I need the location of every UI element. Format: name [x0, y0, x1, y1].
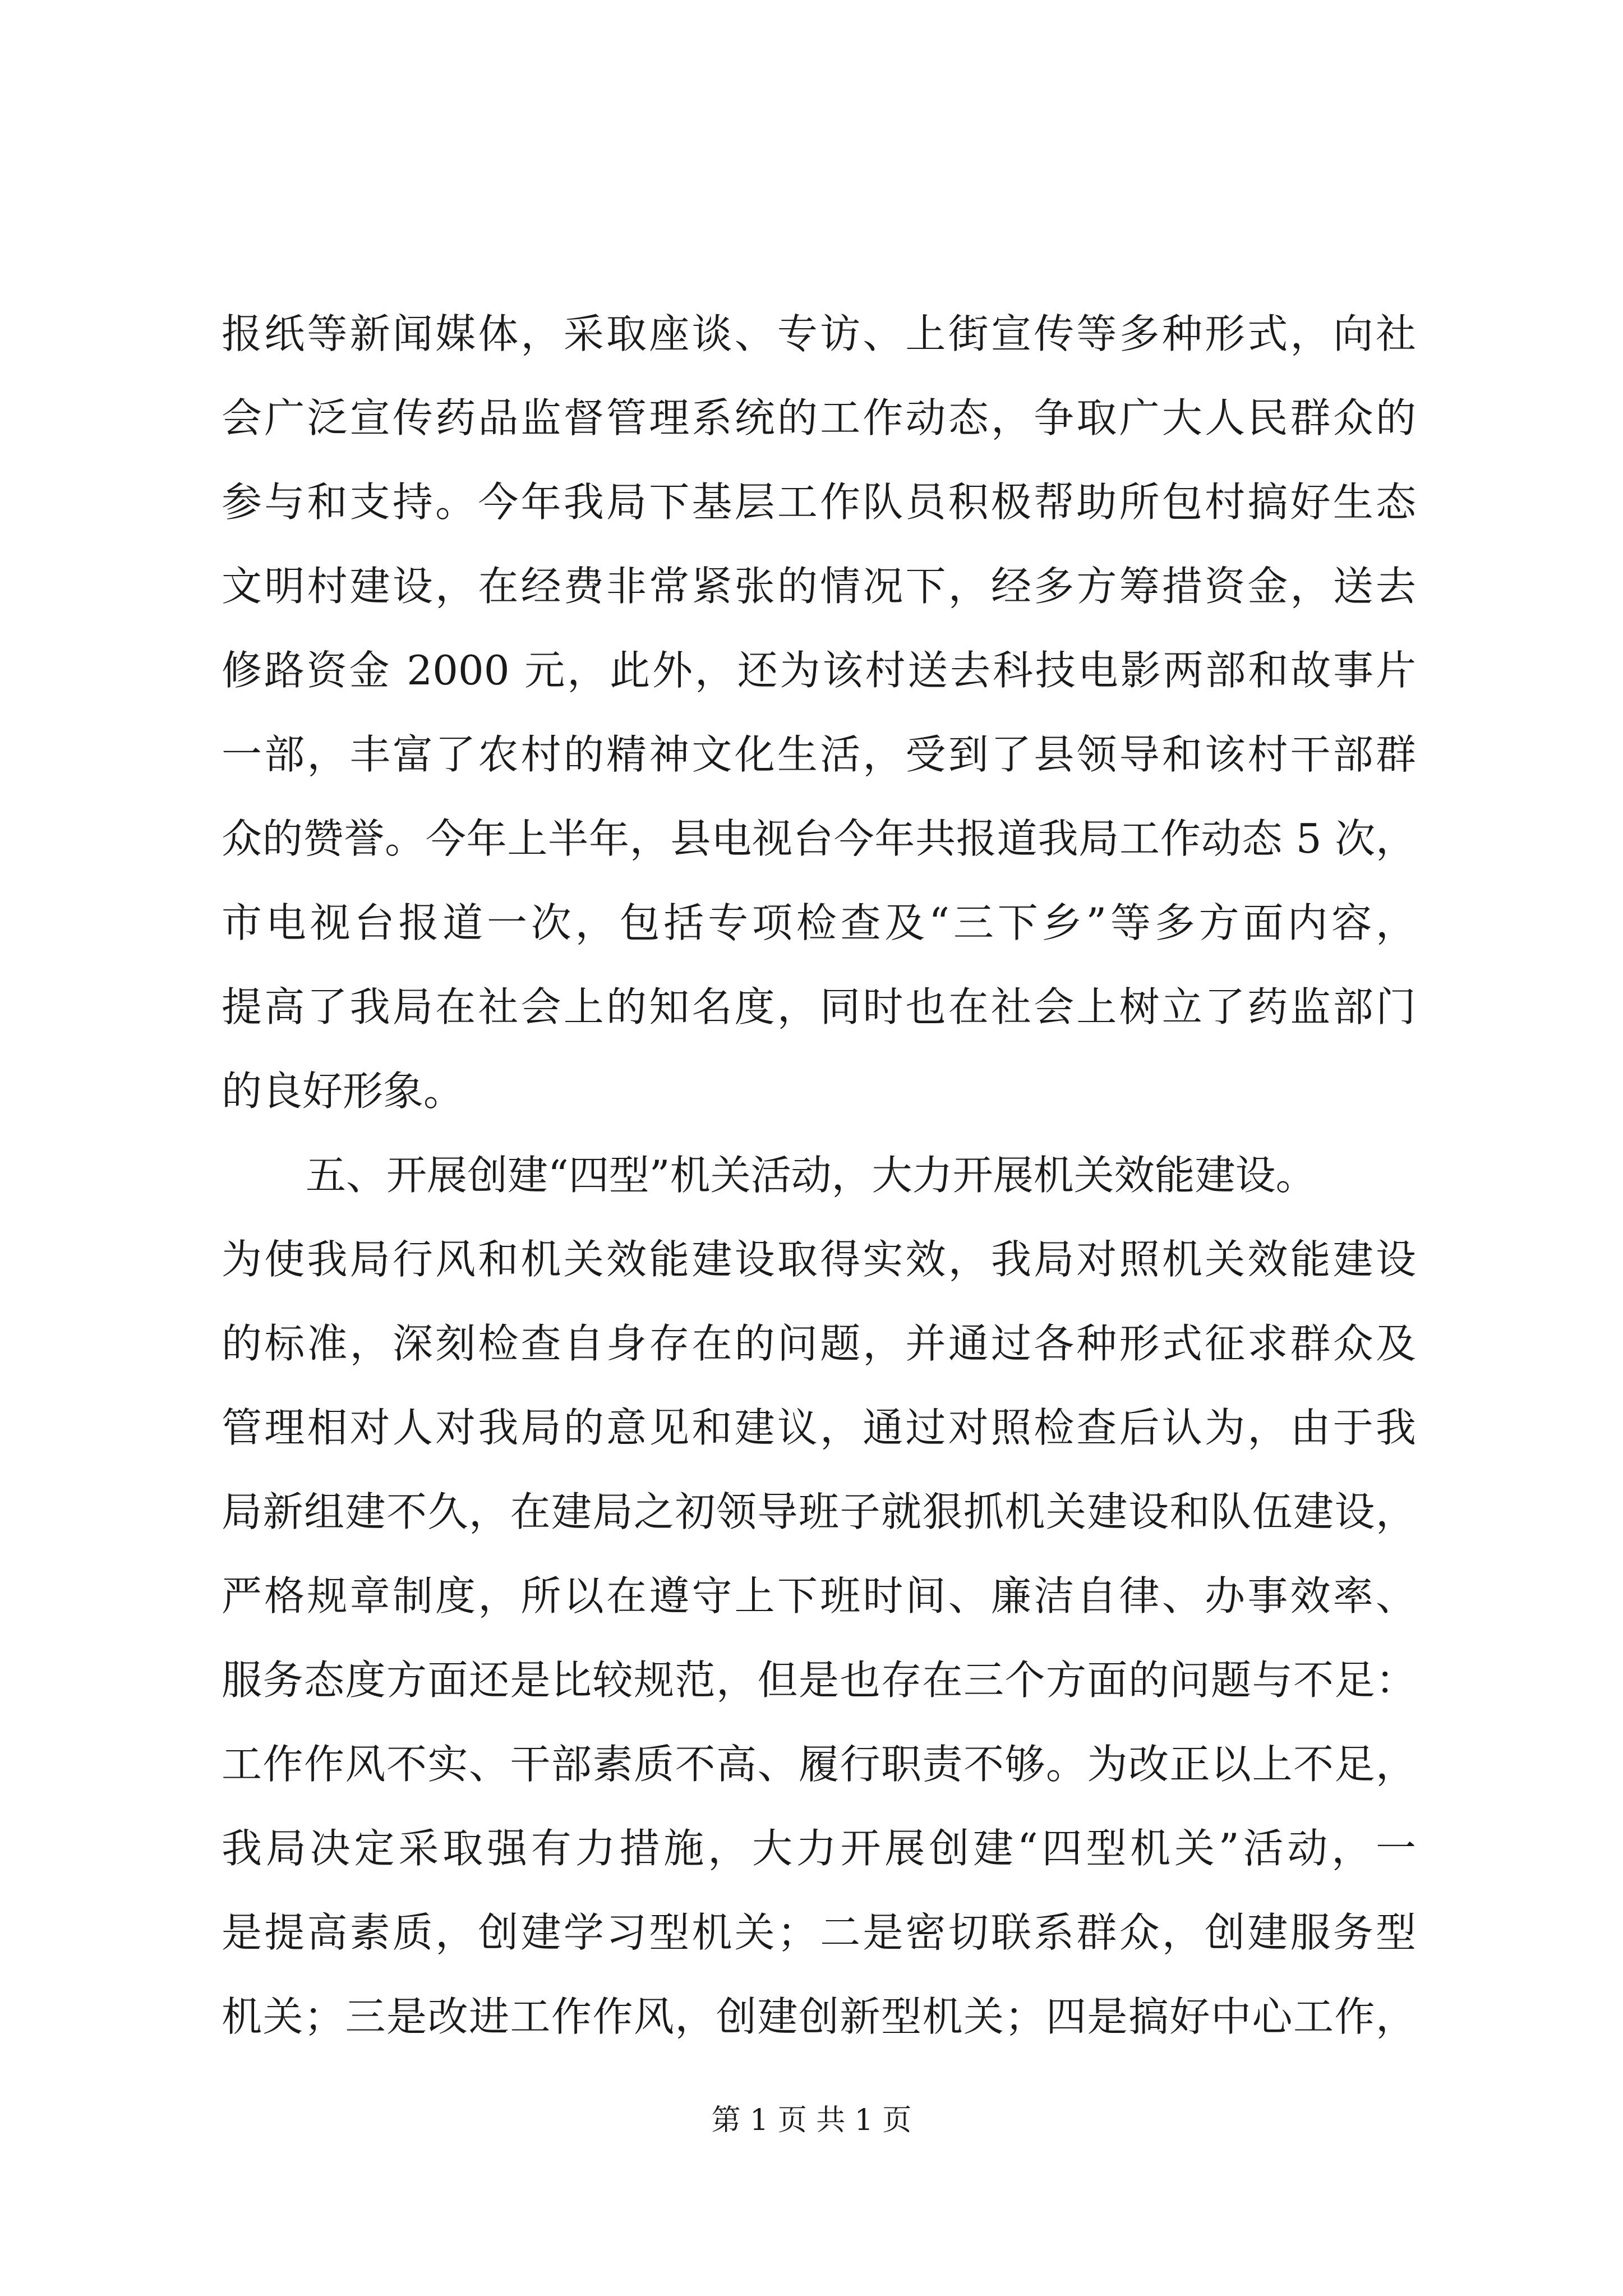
paragraph-2-line-10: 是提高素质，创建学习型机关；二是密切联系群众，创建服务型	[222, 1909, 1416, 1956]
paragraph-1-line-1: 报纸等新闻媒体，采取座谈、专访、上街宣传等多种形式，向社	[222, 310, 1416, 357]
paragraph-1-line-4: 文明村建设，在经费非常紧张的情况下，经多方筹措资金，送去	[222, 563, 1416, 610]
paragraph-1-line-7: 众的赞誉。今年上半年，县电视台今年共报道我局工作动态 5 次，	[222, 815, 1416, 862]
paragraph-2-line-9: 我局决定采取强有力措施，大力开展创建“四型机关”活动，一	[222, 1825, 1416, 1872]
paragraph-1-line-5: 修路资金 2000 元，此外，还为该村送去科技电影两部和故事片	[222, 647, 1416, 694]
paragraph-2-line-4: 管理相对人对我局的意见和建议，通过对照检查后认为，由于我	[222, 1404, 1416, 1451]
paragraph-2-line-3: 的标准，深刻检查自身存在的问题，并通过各种形式征求群众及	[222, 1320, 1416, 1367]
document-body	[222, 292, 1416, 2059]
page-footer: 第 1 页 共 1 页	[711, 2104, 912, 2137]
paragraph-1-line-6: 一部，丰富了农村的精神文化生活，受到了县领导和该村干部群	[222, 731, 1416, 778]
paragraph-1-line-10: 的良好形象。	[222, 1068, 464, 1115]
paragraph-1-line-2: 会广泛宣传药品监督管理系统的工作动态，争取广大人民群众的	[222, 394, 1416, 441]
paragraph-2-line-2: 为使我局行风和机关效能建设取得实效，我局对照机关效能建设	[222, 1236, 1416, 1283]
paragraph-1-line-9: 提高了我局在社会上的知名度，同时也在社会上树立了药监部门	[222, 983, 1416, 1030]
paragraph-2-line-7: 服务态度方面还是比较规范，但是也存在三个方面的问题与不足：	[222, 1657, 1416, 1704]
paragraph-2-line-5: 局新组建不久，在建局之初领导班子就狠抓机关建设和队伍建设，	[222, 1488, 1416, 1535]
paragraph-1-line-8: 市电视台报道一次，包括专项检查及“三下乡”等多方面内容，	[222, 899, 1416, 946]
paragraph-2-line-11: 机关；三是改进工作作风，创建创新型机关；四是搞好中心工作，	[222, 1993, 1416, 2040]
paragraph-1-line-3: 参与和支持。今年我局下基层工作队员积极帮助所包村搞好生态	[222, 478, 1416, 526]
paragraph-2-line-8: 工作作风不实、干部素质不高、履行职责不够。为改正以上不足，	[222, 1741, 1416, 1788]
paragraph-2-line-6: 严格规章制度，所以在遵守上下班时间、廉洁自律、办事效率、	[222, 1572, 1416, 1619]
paragraph-2-line-1: 五、开展创建“四型”机关活动，大力开展机关效能建设。	[306, 1152, 1316, 1199]
